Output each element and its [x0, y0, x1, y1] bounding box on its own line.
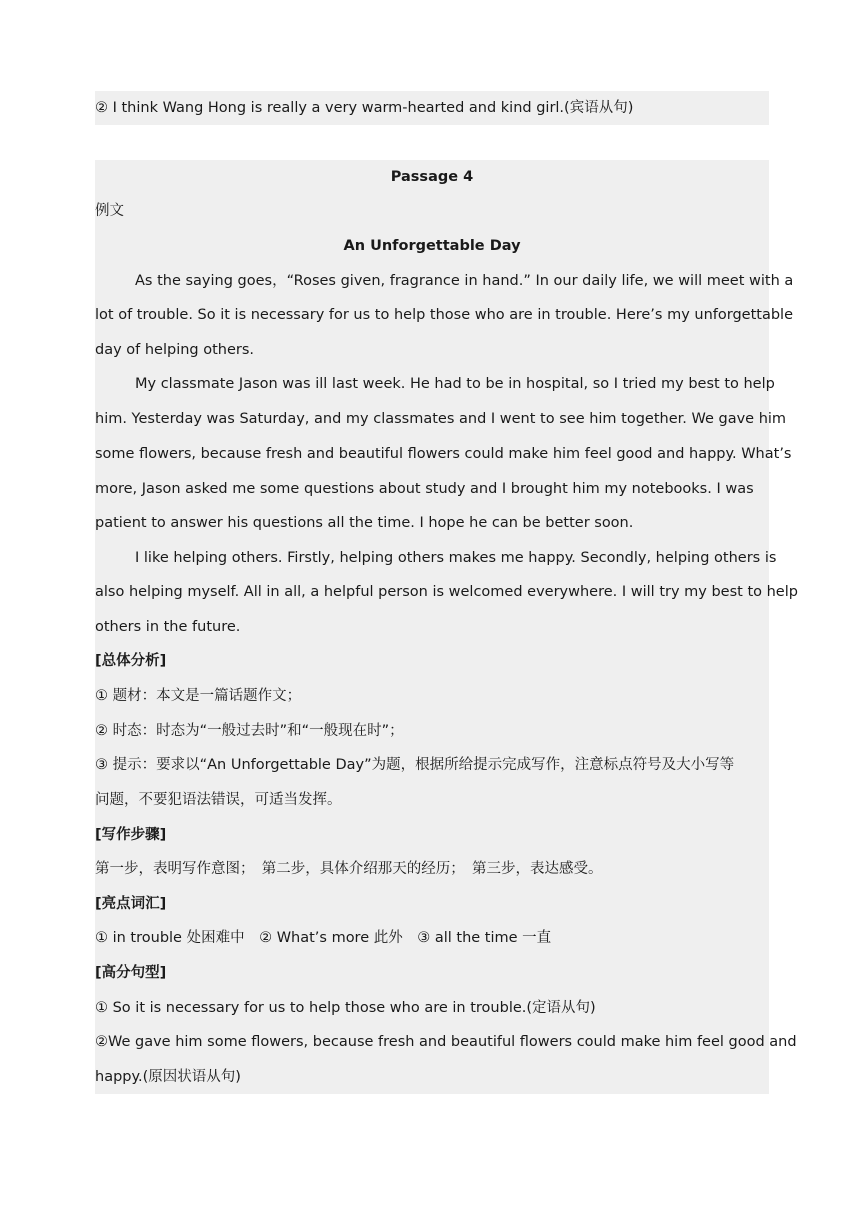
top-text-block — [95, 91, 769, 125]
essay-line: more, Jason asked me some questions about study and I brought him my notebooks. I was — [95, 481, 754, 497]
passage-title: Passage 4 — [390, 169, 474, 185]
essay-line: patient to answer his questions all the time. I hope he can be better soon. — [95, 515, 634, 531]
analysis-item: ① 题材：本文是一篇话题作文； — [95, 688, 302, 704]
essay-title: An Unforgettable Day — [343, 238, 521, 254]
essay-line: him. Yesterday was Saturday, and my classmates and I went to see him together. We gave him — [95, 411, 787, 427]
essay-line: day of helping others. — [95, 342, 255, 358]
essay-line: also helping myself. All in all, a helpful person is welcomed everywhere. I will try my best to help — [95, 584, 798, 600]
passage-4-block — [95, 160, 798, 1094]
essay-line: I like helping others. Firstly, helping others makes me happy. Secondly, helping others is — [135, 550, 777, 566]
sentence-example-2: ② I think Wang Hong is really a very warm-hearted and kind girl.(宾语从句) — [95, 100, 634, 116]
analysis-item: 问题，不要犯语法错误，可适当发挥。 — [95, 792, 342, 808]
analysis-item: ② 时态：时态为“一般过去时”和“一般现在时”； — [95, 723, 404, 739]
sentence-item: happy.(原因状语从句) — [95, 1069, 241, 1085]
essay-line: some flowers, because fresh and beautiful flowers could make him feel good and happy. What’s — [95, 446, 792, 462]
steps-heading: [写作步骤] — [95, 827, 167, 843]
sentences-heading: [高分句型] — [95, 965, 167, 981]
essay-line: As the saying goes，“Roses given, fragrance in hand.” In our daily life, we will meet with a — [135, 273, 794, 289]
example-label: 例文 — [95, 203, 124, 219]
sentence-item: ① So it is necessary for us to help those who are in trouble.(定语从句) — [95, 1000, 596, 1016]
vocab-text: ① in trouble 处困难中 ② What’s more 此外 ③ all the time 一直 — [95, 930, 552, 946]
vocab-heading: [亮点词汇] — [95, 896, 167, 912]
analysis-heading: [总体分析] — [95, 653, 167, 669]
analysis-item: ③ 提示：要求以“An Unforgettable Day”为题，根据所给提示完成写作，注意标点符号及大小写等 — [95, 757, 735, 773]
essay-line: My classmate Jason was ill last week. He had to be in hospital, so I tried my best to help — [135, 376, 775, 392]
steps-text: 第一步，表明写作意图； 第二步，具体介绍那天的经历； 第三步，表达感受。 — [95, 861, 603, 877]
essay-line: others in the future. — [95, 619, 241, 635]
sentence-item: ②We gave him some flowers, because fresh and beautiful flowers could make him feel good and — [95, 1034, 797, 1050]
essay-line: lot of trouble. So it is necessary for us to help those who are in trouble. Here’s my unforgettable — [95, 307, 793, 323]
